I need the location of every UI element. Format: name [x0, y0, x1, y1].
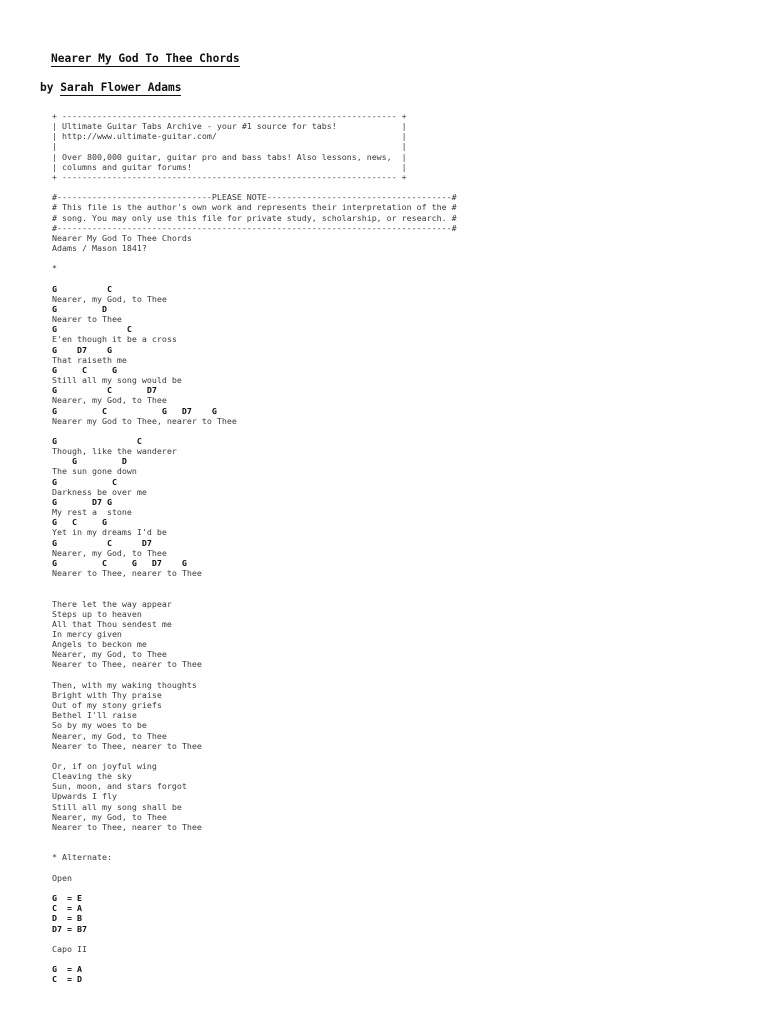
text-line: Nearer, my God, to Thee — [52, 649, 167, 660]
text-line: So by my woes to be — [52, 720, 147, 731]
chord-line: G C — [52, 476, 117, 487]
chord-line: G C G — [52, 364, 117, 375]
byline-prefix: by — [40, 81, 61, 94]
text-line: My rest a stone — [52, 507, 132, 518]
text-line: The sun gone down — [52, 466, 137, 477]
text-line: | http://www.ultimate-guitar.com/ | — [52, 131, 407, 142]
blank-line — [52, 934, 752, 944]
text-line: Open — [52, 872, 72, 883]
text-line: #-------------------------------PLEASE NOTE-------------------------------------# — [52, 192, 457, 203]
blank-line — [52, 588, 752, 598]
text-line: Nearer to Thee, nearer to Thee — [52, 659, 202, 670]
blank-line — [52, 182, 752, 192]
text-line: | Ultimate Guitar Tabs Archive - your #1 source for tabs! | — [52, 121, 407, 132]
text-line: Or, if on joyful wing — [52, 761, 157, 771]
author-link[interactable]: Sarah Flower Adams — [60, 81, 182, 94]
byline — [40, 81, 181, 95]
text-line: * — [52, 263, 57, 274]
blank-line — [52, 670, 752, 680]
text-line: Sun, moon, and stars forgot — [52, 781, 187, 792]
blank-line — [52, 578, 752, 588]
text-line: + ------------------------------------------------------------------- + — [52, 111, 407, 121]
chord-line: G C G — [52, 517, 107, 528]
chord-line: G = A — [52, 964, 82, 975]
text-line: There let the way appear — [52, 598, 172, 609]
tab-body — [52, 111, 752, 984]
chord-line: G = E — [52, 893, 82, 904]
text-line: Then, with my waking thoughts — [52, 679, 197, 690]
text-line: Bethel I'll raise — [52, 710, 137, 721]
text-line: | columns and guitar forums! | — [52, 161, 407, 172]
blank-line — [52, 426, 752, 436]
chord-line: C = A — [52, 903, 82, 914]
text-line: Still all my song would be — [52, 375, 182, 386]
chord-line: D7 = B7 — [52, 923, 87, 934]
chord-line: G D — [52, 456, 127, 467]
text-line: Yet in my dreams I'd be — [52, 527, 167, 538]
text-line: + ------------------------------------------------------------------- + — [52, 171, 407, 182]
text-line: Darkness be over me — [52, 486, 147, 497]
blank-line — [52, 253, 752, 263]
text-line: That raiseth me — [52, 354, 127, 365]
blank-line — [52, 954, 752, 964]
text-line: All that Thou sendest me — [52, 618, 172, 629]
blank-line — [52, 863, 752, 873]
chord-line: G D7 G — [52, 496, 112, 507]
chord-line: G C D7 — [52, 537, 152, 548]
text-line: Angels to beckon me — [52, 639, 147, 650]
chord-line: G C D7 — [52, 385, 157, 396]
text-line: Though, like the wanderer — [52, 446, 177, 457]
chord-line: G C — [52, 283, 112, 294]
text-line: E'en though it be a cross — [52, 334, 177, 345]
text-line: Nearer, my God, to Thee — [52, 730, 167, 741]
chord-line: G C G D7 G — [52, 557, 187, 568]
text-line: Out of my stony griefs — [52, 700, 162, 711]
chord-line: G D — [52, 303, 107, 314]
text-line: #-------------------------------------------------------------------------------# — [52, 222, 457, 233]
text-line: Bright with Thy praise — [52, 689, 162, 700]
chord-line: G C G D7 G — [52, 405, 217, 416]
chord-line: G D7 G — [52, 344, 112, 355]
chord-line: G C — [52, 436, 142, 446]
text-line: Nearer to Thee, nearer to Thee — [52, 821, 202, 832]
blank-line — [52, 274, 752, 284]
text-line: Nearer to Thee, nearer to Thee — [52, 740, 202, 751]
text-line: Adams / Mason 1841? — [52, 243, 147, 254]
text-line: Still all my song shall be — [52, 801, 182, 812]
text-line: Nearer my God to Thee, nearer to Thee — [52, 415, 237, 426]
blank-line — [52, 883, 752, 893]
blank-line — [52, 832, 752, 842]
title-text: Nearer My God To Thee Chords — [51, 52, 240, 65]
text-line: Nearer, my God, to Thee — [52, 395, 167, 406]
text-line: In mercy given — [52, 628, 122, 639]
text-line: * Alternate: — [52, 852, 112, 863]
text-line: Cleaving the sky — [52, 771, 132, 782]
text-line: Capo II — [52, 943, 87, 954]
text-line: Upwards I fly — [52, 791, 117, 802]
text-line: Nearer My God To Thee Chords — [52, 232, 192, 243]
document-title — [51, 52, 240, 66]
chord-line: G C — [52, 324, 132, 335]
text-line: # song. You may only use this file for private study, scholarship, or research. # — [52, 212, 457, 223]
blank-line — [52, 751, 752, 761]
blank-line — [52, 842, 752, 852]
text-line: Steps up to heaven — [52, 608, 142, 619]
text-line: Nearer to Thee, nearer to Thee — [52, 568, 202, 579]
chord-line: C = D — [52, 974, 82, 985]
chord-line: D = B — [52, 913, 82, 924]
text-line: Nearer, my God, to Thee — [52, 293, 167, 304]
text-line: # This file is the author's own work and represents their interpretation of the # — [52, 202, 457, 213]
text-line: | | — [52, 141, 407, 152]
text-line: Nearer, my God, to Thee — [52, 811, 167, 822]
text-line: Nearer to Thee — [52, 314, 122, 325]
text-line: Nearer, my God, to Thee — [52, 547, 167, 558]
text-line: | Over 800,000 guitar, guitar pro and bass tabs! Also lessons, news, | — [52, 151, 407, 162]
